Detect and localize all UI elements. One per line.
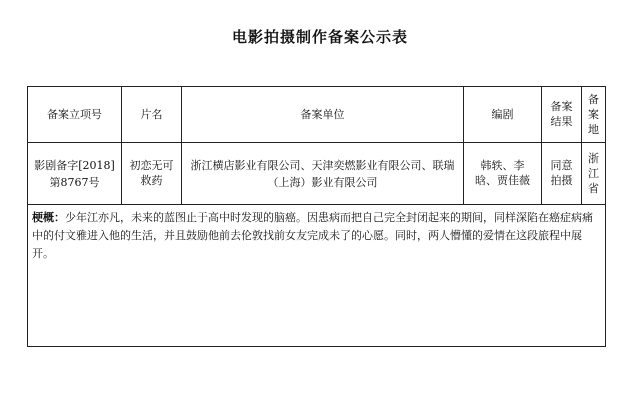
cell-film-title — [122, 143, 182, 205]
cell-result — [542, 143, 582, 205]
table-header-row — [28, 87, 606, 143]
cell-screenwriter — [464, 143, 542, 205]
header-screenwriter: 编剧 — [464, 87, 542, 143]
cell-location-text: 浙江省 — [588, 151, 599, 195]
header-location-label: 备案地 — [588, 92, 599, 136]
cell-screenwriter-text: 韩轶、李晗、贾佳薇 — [475, 159, 530, 187]
header-applicant: 备案单位 — [182, 87, 464, 143]
cell-film-title-text: 初恋无可救药 — [129, 159, 174, 187]
header-result — [542, 87, 582, 143]
cell-applicant: 浙江横店影业有限公司、天津奕燃影业有限公司、联瑞（上海）影业有限公司 — [182, 143, 464, 205]
header-record-number: 备案立项号 — [28, 87, 122, 143]
cell-record-number: 影剧备字[2018]第8767号 — [28, 143, 122, 205]
header-film-title: 片名 — [122, 87, 182, 143]
synopsis-text: 少年江亦凡，未来的蓝图止于高中时发现的脑癌。因患病而把自己完全封闭起来的期间，同样深陷在癌症病痛中的付文雅进入他的生活，并且鼓励他前去伦敦找前女友完成未了的心愿。同时，两人懵懂的爱情在这段旅程中展开。 — [32, 211, 593, 260]
document-title: 电影拍摄制作备案公示表 — [231, 28, 408, 46]
cell-location — [582, 143, 606, 205]
synopsis-cell — [28, 205, 606, 347]
table-row — [28, 143, 606, 205]
synopsis-label: 梗概： — [32, 211, 65, 224]
synopsis-row — [28, 205, 606, 347]
cell-result-text: 同意拍摄 — [550, 159, 573, 187]
header-location — [582, 87, 606, 143]
record-table — [27, 86, 606, 347]
header-result-label: 备案结果 — [550, 100, 573, 128]
